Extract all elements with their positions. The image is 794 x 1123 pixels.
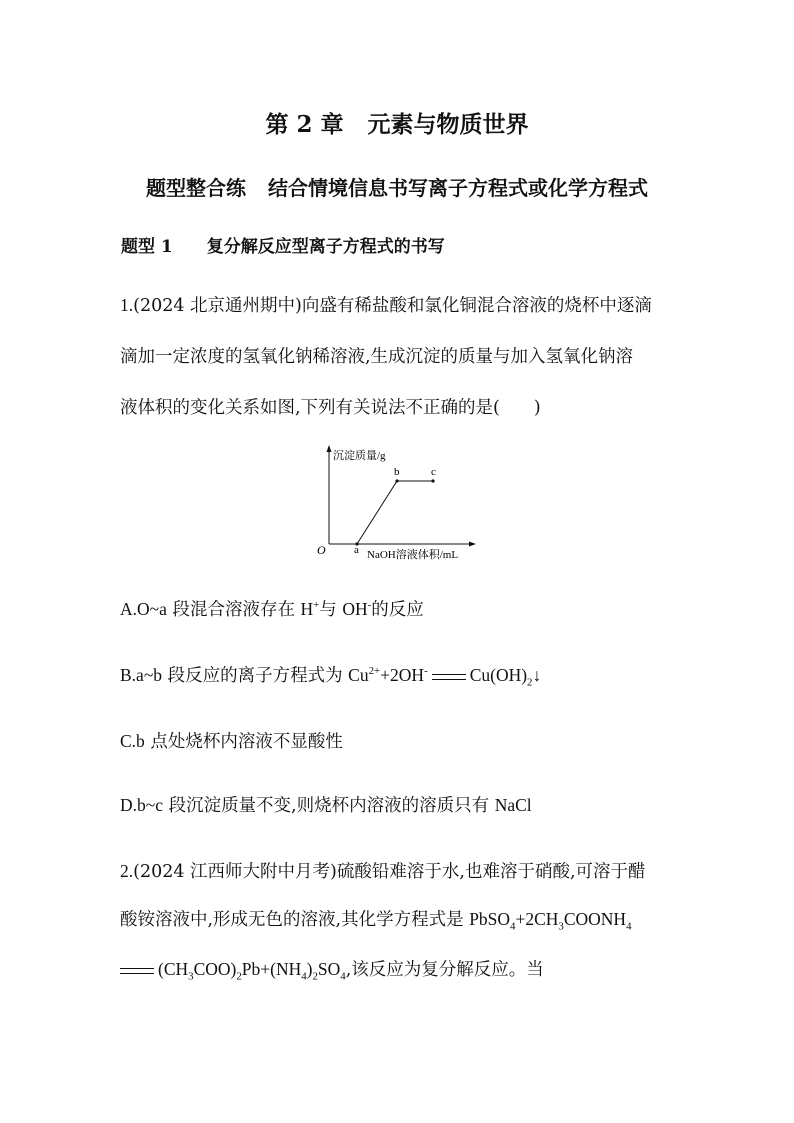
x-axis-label: NaOH溶液体积/mL [367,549,459,561]
hydroxide-charge: - [367,599,372,612]
option-a[interactable] [120,596,424,621]
option-c[interactable] [120,728,343,753]
section-label: 题型 1 [121,237,173,257]
section-title: 复分解反应型离子方程式的书写 [206,237,445,257]
chapter-heading [0,106,794,139]
precipitate-graph [312,444,482,568]
products-formula: $(CH_3COO)_2Pb+(NH_4)_2SO_4$ [158,959,346,983]
product-subscript: 2 [527,676,533,689]
point-b-label: b [394,466,400,478]
hydrogen-ion [301,599,320,619]
hydrogen-symbol: H [300,599,314,619]
option-c-text: 点处烧杯内溶液不显酸性 [144,732,343,752]
q2-number: 2. [120,861,134,881]
q2-source: (2024 江西师大附中月考) [133,862,337,882]
q1-source: (2024 北京通州期中) [133,296,302,316]
equals-sign-2 [120,968,154,974]
hydroxide-ion [342,599,371,619]
y-axis-label: 沉淀质量/g [333,450,386,462]
option-d[interactable] [120,792,532,817]
option-b-text-1: 段反应的离子方程式为 [162,666,349,686]
copper-symbol: Cu [348,665,369,685]
practice-heading [0,172,794,201]
chapter-title: 元素与物质世界 [367,111,529,138]
option-a-prefix: A.O~a [120,599,167,619]
hydroxide-symbol: OH [342,599,368,619]
q2-line2 [120,906,631,933]
q1-line1 [120,292,652,317]
origin-label: O [317,543,326,557]
x-axis-arrow [469,542,476,547]
option-a-text-2: 与 [319,600,343,620]
reactants-formula: $PbSO_4+2CH_3COONH_4$ [469,909,632,933]
q1-number: 1. [120,295,134,315]
y-axis-arrow [327,445,332,452]
product-formula: Cu(OH) [469,665,528,685]
option-a-text-1: 段混合溶液存在 [166,600,301,620]
q1-line3 [120,394,541,419]
point-a-label: a [354,544,359,556]
q2-line3 [120,956,544,983]
salt-formula: NaCl [494,795,532,815]
q1-text-3: 液体积的变化关系如图,下列有关说法不正确的是( [120,398,500,418]
point-b-marker [395,479,398,482]
chapter-number: 第 2 章 [265,111,344,138]
option-b-prefix: B.a~b [120,665,163,685]
option-a-text-3: 的反应 [371,600,424,620]
precipitate-arrow: ↓ [532,665,542,685]
q2-text-3: ,该反应为复分解反应。当 [345,960,544,980]
equals-sign [432,674,466,680]
point-c-marker [431,479,434,482]
option-d-text: 段沉淀质量不变,则烧杯内溶液的溶质只有 [163,796,495,816]
hydroxide-term-charge: - [424,665,428,678]
q2-text-1: 硫酸铅难溶于水,也难溶于硝酸,可溶于醋 [336,862,646,882]
copper-charge: 2+ [368,665,381,678]
practice-title: 结合情境信息书写离子方程式或化学方程式 [268,176,648,200]
hydrogen-charge: + [313,599,320,612]
ionic-equation [348,665,542,689]
q1-text-1: 向盛有稀盐酸和氯化铜混合溶液的烧杯中逐滴 [301,296,652,316]
hydroxide-term: +2OH [380,665,425,685]
q1-paren-close: ) [533,398,541,418]
option-c-prefix: C.b [120,731,145,751]
q2-text-2: 酸铵溶液中,形成无色的溶液,其化学方程式是 [120,910,470,930]
q2-line1 [120,858,646,883]
practice-label: 题型整合练 [146,176,246,200]
point-c-label: c [431,466,436,478]
precipitate-curve [357,481,433,544]
option-b[interactable] [120,662,541,689]
section-heading [121,232,445,257]
option-d-prefix: D.b~c [120,795,163,815]
q1-line2: 滴加一定浓度的氢氧化钠稀溶液,生成沉淀的质量与加入氢氧化钠溶 [120,347,634,367]
